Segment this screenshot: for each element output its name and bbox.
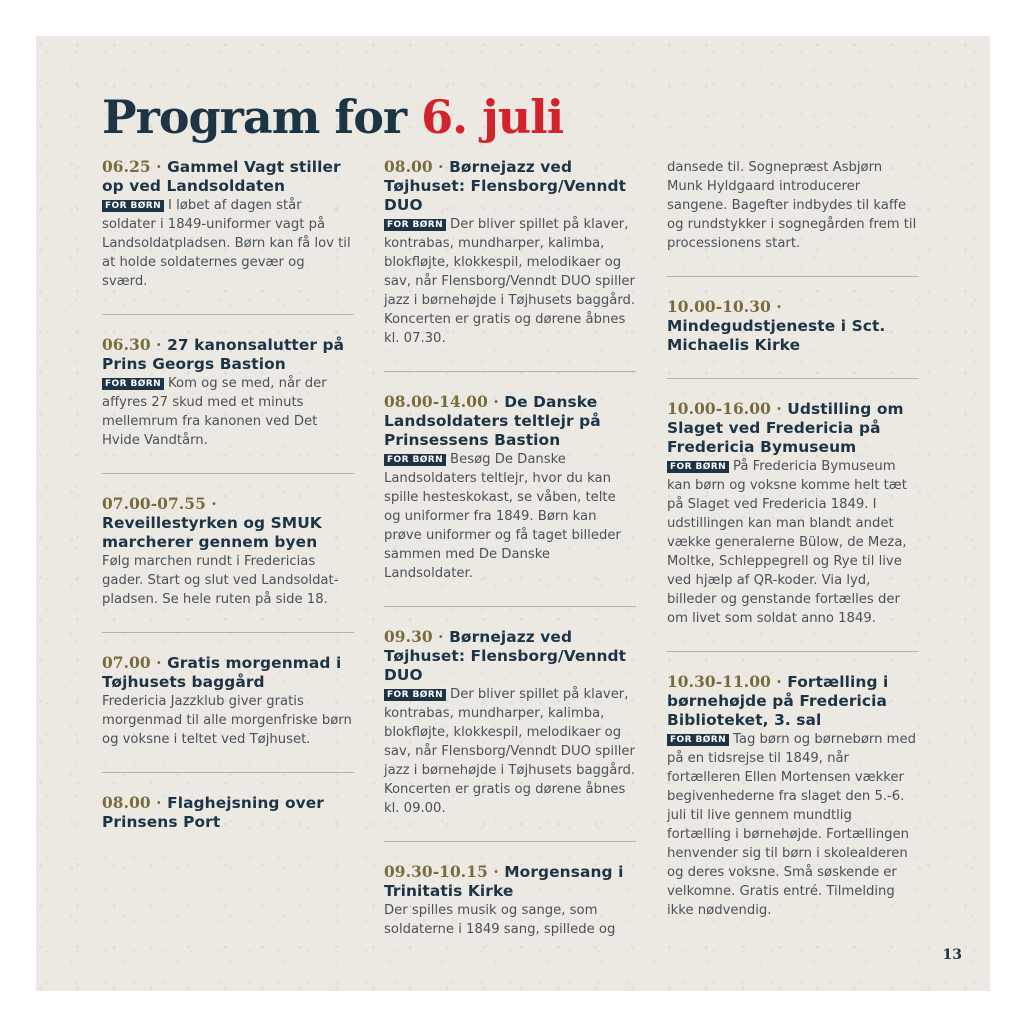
event-divider: [384, 841, 636, 842]
event-description: [102, 552, 354, 609]
for-children-badge: FOR BØRN: [384, 454, 446, 466]
event-description: [667, 457, 919, 628]
title-date: 6. juli: [421, 90, 564, 144]
event-heading: 06.30 · 27 kanonsalutter på Prins Georgs Bastion: [102, 336, 345, 373]
event-description: [667, 158, 919, 253]
event-time: 06.30: [102, 336, 151, 354]
event-heading: 06.25 · Gammel Vagt stiller op ved Landsoldaten: [102, 158, 341, 195]
program-event: [667, 400, 919, 628]
event-description: [384, 450, 636, 583]
event-title: Børnejazz ved Tøjhuset: Flensborg/Venndt DUO: [384, 158, 627, 214]
program-column-2: [384, 158, 636, 939]
event-time: 10.30-11.00: [667, 673, 771, 691]
event-time: 06.25: [102, 158, 151, 176]
program-event: [102, 654, 354, 749]
event-divider: [384, 371, 636, 372]
program-event: [667, 673, 919, 920]
event-title: Gratis morgenmad i Tøjhusets baggård: [102, 654, 342, 691]
event-description-text: Der bliver spillet på klaver, kontrabas, mundharper, kalimba, blokfløjte, klokkespil, melodikaer og sav, når Flensborg/Venndt DUO spiller jazz i børnehøjde i Tøjhusets baggård. Koncerten er gratis og dørene åbnes kl. 09.00.: [384, 687, 636, 816]
event-description-text: Besøg De Danske Landsoldaters teltlejr, hvor du kan spille hesteskokast, se våben, telte og uniformer fra 1849. Børn kan prøve uniformer og få taget billeder sammen med De Danske Landsoldater.: [384, 452, 621, 581]
for-children-badge: FOR BØRN: [667, 734, 729, 746]
event-divider: [667, 276, 919, 277]
event-heading: 08.00 · Flaghejsning over Prinsens Port: [102, 794, 324, 831]
event-divider: [102, 632, 354, 633]
event-heading: 07.00-07.55 · Reveillestyrken og SMUK marcherer gennem byen: [102, 495, 322, 551]
event-title: Mindegudstjeneste i Sct. Michaelis Kirke: [667, 317, 886, 354]
event-title: Flaghejsning over Prinsens Port: [102, 794, 324, 831]
event-time: 08.00-14.00: [384, 393, 488, 411]
title-prefix: Program for: [102, 90, 422, 144]
event-description: [667, 730, 919, 920]
program-column-3: [667, 158, 919, 920]
event-time: 07.00: [102, 654, 151, 672]
event-heading: 08.00 · Børnejazz ved Tøjhuset: Flensborg/Venndt DUO: [384, 158, 627, 214]
program-event: [384, 158, 636, 348]
event-heading: 10.00-10.30 · Mindegudstjeneste i Sct. Michaelis Kirke: [667, 298, 886, 354]
program-page: [36, 36, 990, 991]
event-description-text: Tag børn og børnebørn med på en tidsrejse til 1849, når fortælleren Ellen Mortensen vækker begivenhederne fra slaget den 5.-6. juli til live gennem mundtlig fortælling i børnehøjde. Fortællingen henvender sig til børn i skolealderen og deres voksne. Små søskende er velkomne. Gratis entré. Tilmelding ikke nødvendig.: [667, 732, 916, 918]
event-description: [102, 374, 354, 450]
event-divider: [102, 473, 354, 474]
for-children-badge: FOR BØRN: [102, 378, 164, 390]
for-children-badge: FOR BØRN: [384, 689, 446, 701]
page-number: 13: [942, 947, 962, 963]
event-description-text: Fredericia Jazzklub giver gratis morgenmad til alle morgenfriske børn og voksne i teltet ved Tøjhuset.: [102, 694, 352, 747]
for-children-badge: FOR BØRN: [384, 219, 446, 231]
event-heading: 10.00-16.00 · Udstilling om Slaget ved Fredericia på Fredericia Bymuseum: [667, 400, 904, 456]
event-divider: [384, 606, 636, 607]
event-heading: 07.00 · Gratis morgenmad i Tøjhusets baggård: [102, 654, 342, 691]
event-description: [102, 196, 354, 291]
event-time: 07.00-07.55: [102, 495, 206, 513]
event-time: 10.00-16.00: [667, 400, 771, 418]
page-title: [102, 90, 563, 144]
event-description: [384, 685, 636, 818]
event-time: 09.30-10.15: [384, 863, 488, 881]
event-description-text: I løbet af dagen står soldater i 1849-uniformer vagt på Landsoldatpladsen. Børn kan få lov til at holde soldaternes gevær og sværd.: [102, 198, 351, 289]
program-event: [102, 794, 354, 832]
event-title: Morgensang i Trinitatis Kirke: [384, 863, 624, 900]
program-event: [384, 393, 636, 583]
event-divider: [667, 378, 919, 379]
program-event: [667, 158, 919, 253]
program-event: [102, 336, 354, 450]
event-time: 08.00: [384, 158, 433, 176]
event-divider: [102, 772, 354, 773]
for-children-badge: FOR BØRN: [102, 200, 164, 212]
event-time: 08.00: [102, 794, 151, 812]
event-title: Gammel Vagt stiller op ved Landsoldaten: [102, 158, 341, 195]
program-column-1: [102, 158, 354, 832]
event-heading: 08.00-14.00 · De Danske Landsoldaters teltlejr på Prinsessens Bastion: [384, 393, 601, 449]
event-description-text: Kom og se med, når der affyres 27 skud med et minuts mellemrum fra kanonen ved Det Hvide Vandtårn.: [102, 376, 327, 448]
event-title: Børnejazz ved Tøjhuset: Flensborg/Venndt DUO: [384, 628, 627, 684]
event-divider: [667, 651, 919, 652]
event-title: Udstilling om Slaget ved Fredericia på Fredericia Bymuseum: [667, 400, 904, 456]
event-description: [102, 692, 354, 749]
event-title: De Danske Landsoldaters teltlejr på Prinsessens Bastion: [384, 393, 601, 449]
program-event: [102, 158, 354, 291]
event-description: [384, 215, 636, 348]
event-description: [384, 901, 636, 939]
program-event: [667, 298, 919, 355]
event-time: 09.30: [384, 628, 433, 646]
event-title: Fortælling i børnehøjde på Fredericia Biblioteket, 3. sal: [667, 673, 889, 729]
program-event: [384, 628, 636, 818]
event-heading: 10.30-11.00 · Fortælling i børnehøjde på Fredericia Biblioteket, 3. sal: [667, 673, 889, 729]
program-event: [102, 495, 354, 609]
event-title: Reveillestyrken og SMUK marcherer gennem byen: [102, 514, 322, 551]
event-description-text: dansede til. Sognepræst Asbjørn Munk Hyldgaard introducerer sangene. Bagefter indbydes til kaffe og rundstykker i sognegården frem til processionens start.: [667, 160, 917, 251]
event-heading: 09.30 · Børnejazz ved Tøjhuset: Flensborg/Venndt DUO: [384, 628, 627, 684]
event-description-text: Følg marchen rundt i Fredericias gader. Start og slut ved Landsoldat-pladsen. Se hele ruten på side 18.: [102, 554, 339, 607]
event-description-text: På Fredericia Bymuseum kan børn og voksne komme helt tæt på Slaget ved Fredericia 1849. I udstillingen kan man blandt andet vække generalerne Bülow, de Meza, Moltke, Schleppegrell og Rye til live ved hjælp af QR-koder. Via lyd, billeder og genstande fortælles der om livet som soldat anno 1849.: [667, 459, 907, 626]
event-title: 27 kanonsalutter på Prins Georgs Bastion: [102, 336, 345, 373]
program-event: [384, 863, 636, 939]
event-description-text: Der bliver spillet på klaver, kontrabas, mundharper, kalimba, blokfløjte, klokkespil, melodikaer og sav, når Flensborg/Venndt DUO spiller jazz i børnehøjde i Tøjhusets baggård. Koncerten er gratis og dørene åbnes kl. 07.30.: [384, 217, 636, 346]
event-description-text: Der spilles musik og sange, som soldaterne i 1849 sang, spillede og: [384, 903, 616, 937]
event-divider: [102, 314, 354, 315]
for-children-badge: FOR BØRN: [667, 461, 729, 473]
event-time: 10.00-10.30: [667, 298, 771, 316]
event-heading: 09.30-10.15 · Morgensang i Trinitatis Kirke: [384, 863, 624, 900]
